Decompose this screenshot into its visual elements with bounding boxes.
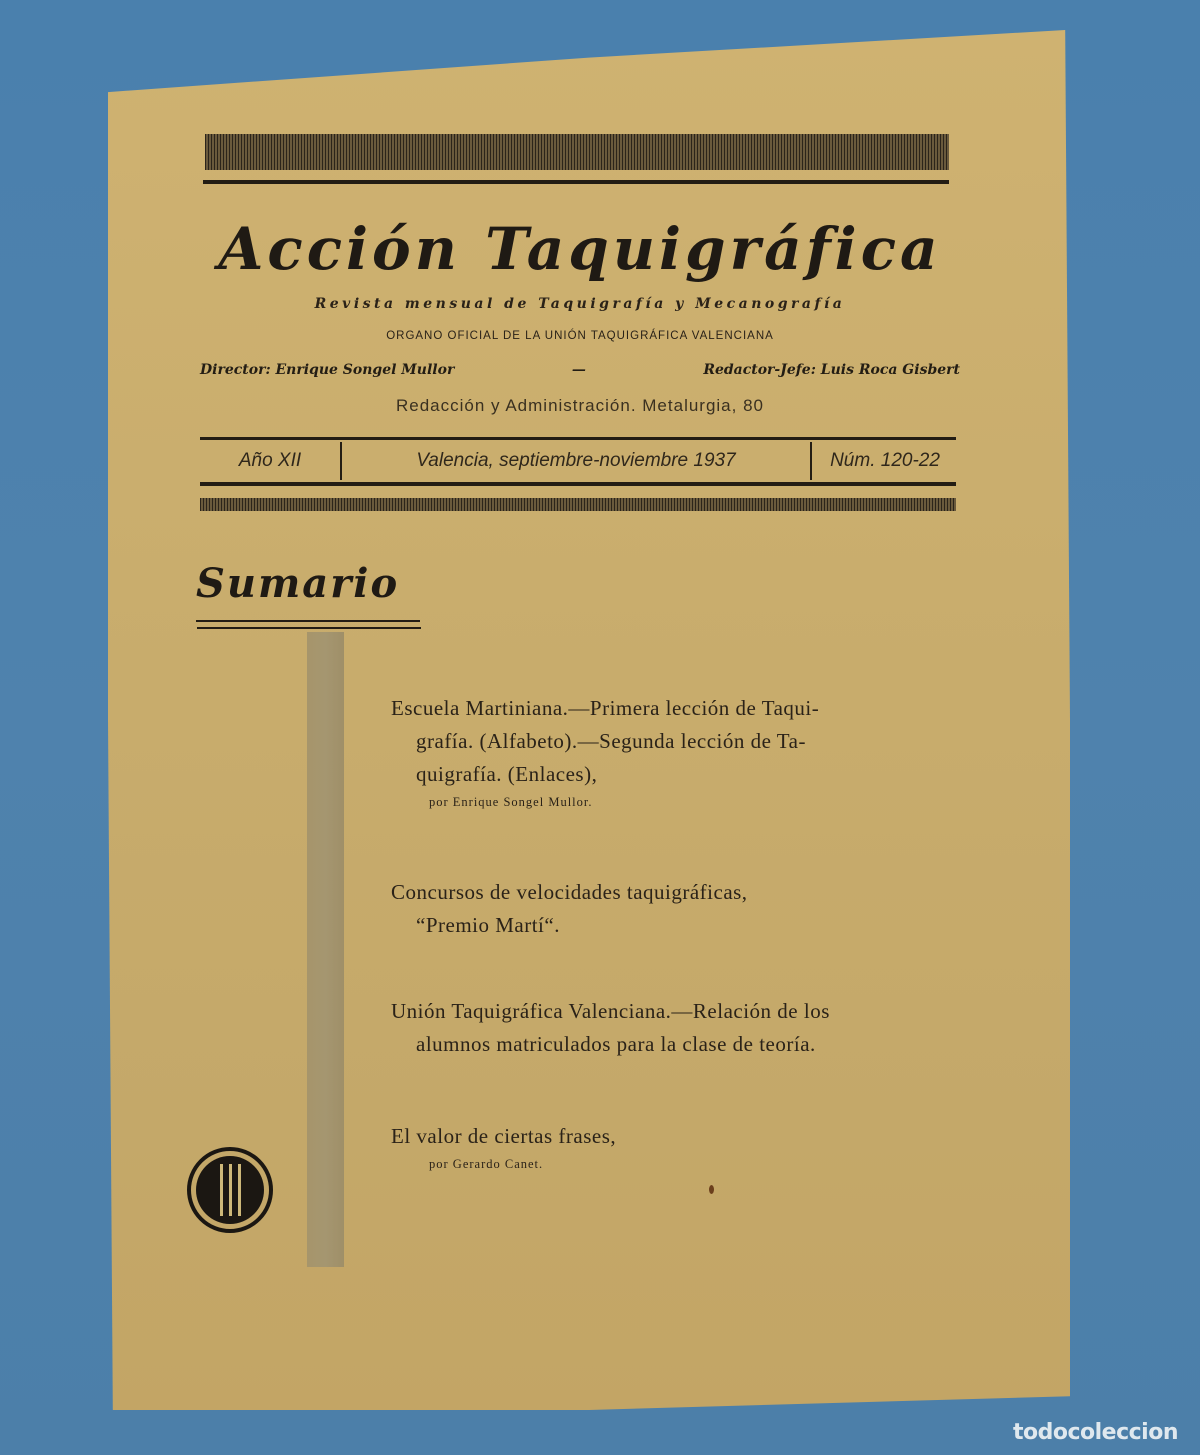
top-hatched-band xyxy=(205,134,949,170)
entry-line: Escuela Martiniana.—Primera lección de Taqui- xyxy=(391,696,820,720)
issue-number: Núm. 120-22 xyxy=(830,450,940,471)
director-credit: Director: Enrique Songel Mullor xyxy=(200,362,455,378)
entry-author: por Gerardo Canet. xyxy=(429,1157,544,1171)
paper-stain xyxy=(709,1185,714,1194)
emblem-stripe xyxy=(220,1164,223,1216)
dateline-bottom-rule xyxy=(200,482,956,486)
entry-line: quigrafía. (Enlaces), xyxy=(416,762,598,786)
dateline xyxy=(200,440,960,482)
emblem-stripe xyxy=(229,1164,232,1216)
magazine-title: Acción Taquigráfica xyxy=(218,215,942,283)
summary-entry xyxy=(391,876,748,942)
top-rule xyxy=(203,180,949,184)
editor-credit: Redactor-Jefe: Luis Roca Gisbert xyxy=(703,362,960,378)
summary-entry xyxy=(391,1120,616,1175)
entry-author: por Enrique Songel Mullor. xyxy=(429,795,593,809)
staff-line xyxy=(200,362,960,378)
summary-heading: Sumario xyxy=(196,560,400,607)
official-organ-line: ORGANO OFICIAL DE LA UNIÓN TAQUIGRÁFICA VALENCIANA xyxy=(386,330,774,342)
summary-entry xyxy=(391,995,830,1061)
address-line: Redacción y Administración. Metalurgia, 80 xyxy=(396,396,764,415)
entry-line: “Premio Martí“. xyxy=(416,913,560,937)
decorative-vertical-bar xyxy=(307,632,344,1267)
summary-underline-1 xyxy=(196,620,420,622)
summary-underline-2 xyxy=(197,627,421,629)
entry-line: Unión Taquigráfica Valenciana.—Relación de los xyxy=(391,999,830,1023)
year-label: Año XII xyxy=(238,450,302,471)
staff-separator: — xyxy=(571,362,586,378)
entry-line: El valor de ciertas frases, xyxy=(391,1124,617,1148)
magazine-subtitle: Revista mensual de Taquigrafía y Mecanografía xyxy=(314,296,846,312)
emblem-stripe xyxy=(238,1164,241,1216)
bottom-hatched-band xyxy=(200,498,956,511)
summary-entry xyxy=(391,692,819,813)
emblem-inner-disc xyxy=(196,1156,264,1224)
striped-circle-emblem-icon xyxy=(187,1147,273,1233)
watermark-text: todocoleccion xyxy=(1012,1420,1178,1445)
entry-line: grafía. (Alfabeto).—Segunda lección de Ta- xyxy=(416,729,806,753)
entry-line: Concursos de velocidades taquigráficas, xyxy=(391,880,748,904)
entry-line: alumnos matriculados para la clase de teoría. xyxy=(416,1032,816,1056)
place-date-label: Valencia, septiembre-noviembre 1937 xyxy=(416,450,736,471)
